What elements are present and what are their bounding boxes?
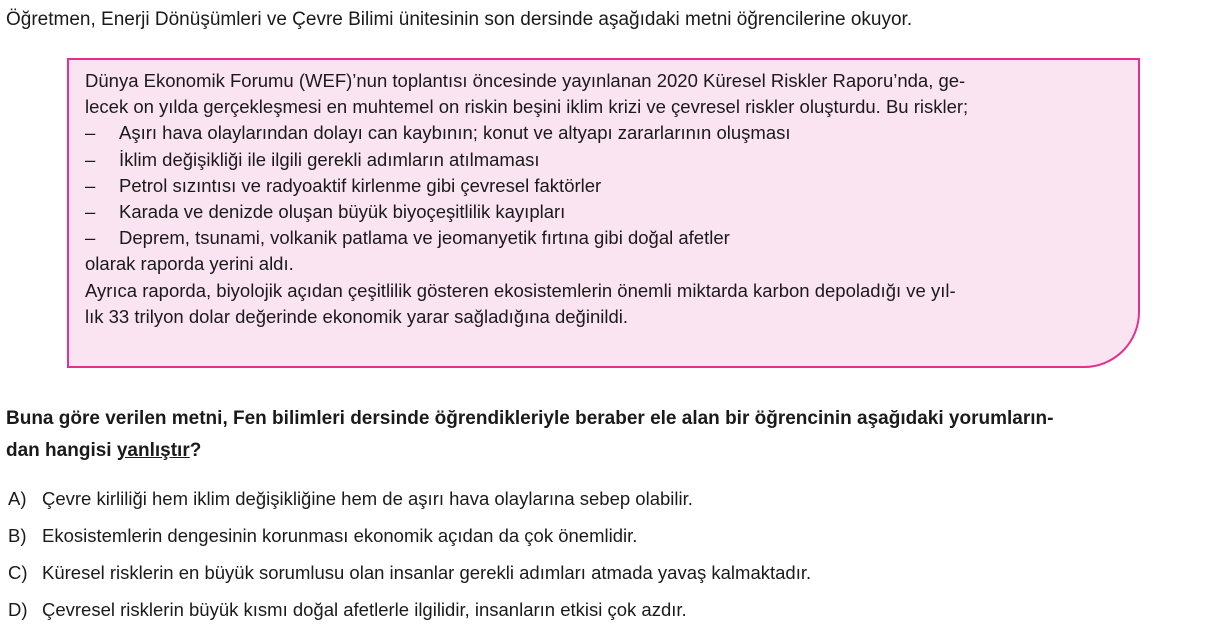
question-stem [6,403,1206,467]
option-text: Çevresel risklerin büyük kısmı doğal afetlerle ilgilidir, insanların etkisi çok azdır. [42,598,687,620]
intro-text: Öğretmen, Enerji Dönüşümleri ve Çevre Bilimi ünitesinin son dersinde aşağıdaki metni öğrencilerine okuyor. [6,9,913,30]
passage-line: Ayrıca raporda, biyolojik açıdan çeşitlilik gösteren ekosistemlerin önemli miktarda karbon depoladığı ve yıl- [85,279,956,301]
risk-list-item [85,173,1128,199]
risk-list-item [85,199,1128,225]
dash-marker: – [85,174,96,196]
risk-text: Deprem, tsunami, volkanik patlama ve jeomanyetik fırtına gibi doğal afetler [119,227,730,249]
passage-line: lık 33 trilyon dolar değerinde ekonomik yarar sağladığına değinildi. [85,305,628,327]
reading-passage-box [67,58,1140,368]
risk-text: Karada ve denizde oluşan büyük biyoçeşitlilik kayıpları [119,201,566,223]
option-letter: D) [8,598,28,620]
passage-line: olarak raporda yerini aldı. [85,253,294,275]
dash-marker: – [85,148,96,170]
option-text: Ekosistemlerin dengesinin korunması ekonomik açıdan da çok önemlidir. [42,524,638,546]
risk-list-item [85,120,1128,146]
answer-option-d[interactable] [8,591,811,628]
dash-marker: – [85,201,96,223]
option-text: Çevre kirliliği hem iklim değişikliğine hem de aşırı hava olaylarına sebep olabilir. [42,487,693,509]
question-mark: ? [189,440,202,461]
passage-line: Dünya Ekonomik Forumu (WEF)’nun toplantısı öncesinde yayınlanan 2020 Küresel Riskler Raporu’nda, ge- [85,70,966,91]
risk-list-item [85,147,1128,173]
answer-option-a[interactable] [8,480,811,517]
question-prefix: dan hangisi [6,440,117,461]
passage-line: lecek on yılda gerçekleşmesi en muhtemel on riskin beşini iklim krizi ve çevresel riskler oluşturdu. Bu riskler; [85,96,969,118]
question-line-2 [6,435,1206,467]
option-letter: B) [8,524,27,546]
risk-text: Aşırı hava olaylarından dolayı can kaybının; konut ve altyapı zararlarının oluşması [119,122,791,144]
answer-options [8,480,811,628]
answer-option-c[interactable] [8,554,811,591]
risk-list-item [85,225,1128,251]
option-letter: C) [8,561,28,583]
option-text: Küresel risklerin en büyük sorumlusu olan insanlar gerekli adımları atmada yavaş kalmaktadır. [42,561,812,583]
dash-marker: – [85,122,96,144]
answer-option-b[interactable] [8,517,811,554]
risk-text: İklim değişikliği ile ilgili gerekli adımların atılmaması [119,148,540,170]
option-letter: A) [8,487,27,509]
question-line-1: Buna göre verilen metni, Fen bilimleri dersinde öğrendikleriyle beraber ele alan bir öğrencinin aşağıdaki yorumların- [6,408,1054,429]
dash-marker: – [85,227,96,249]
risk-text: Petrol sızıntısı ve radyoaktif kirlenme gibi çevresel faktörler [119,174,602,196]
question-emphasis: yanlıştır [116,440,190,461]
